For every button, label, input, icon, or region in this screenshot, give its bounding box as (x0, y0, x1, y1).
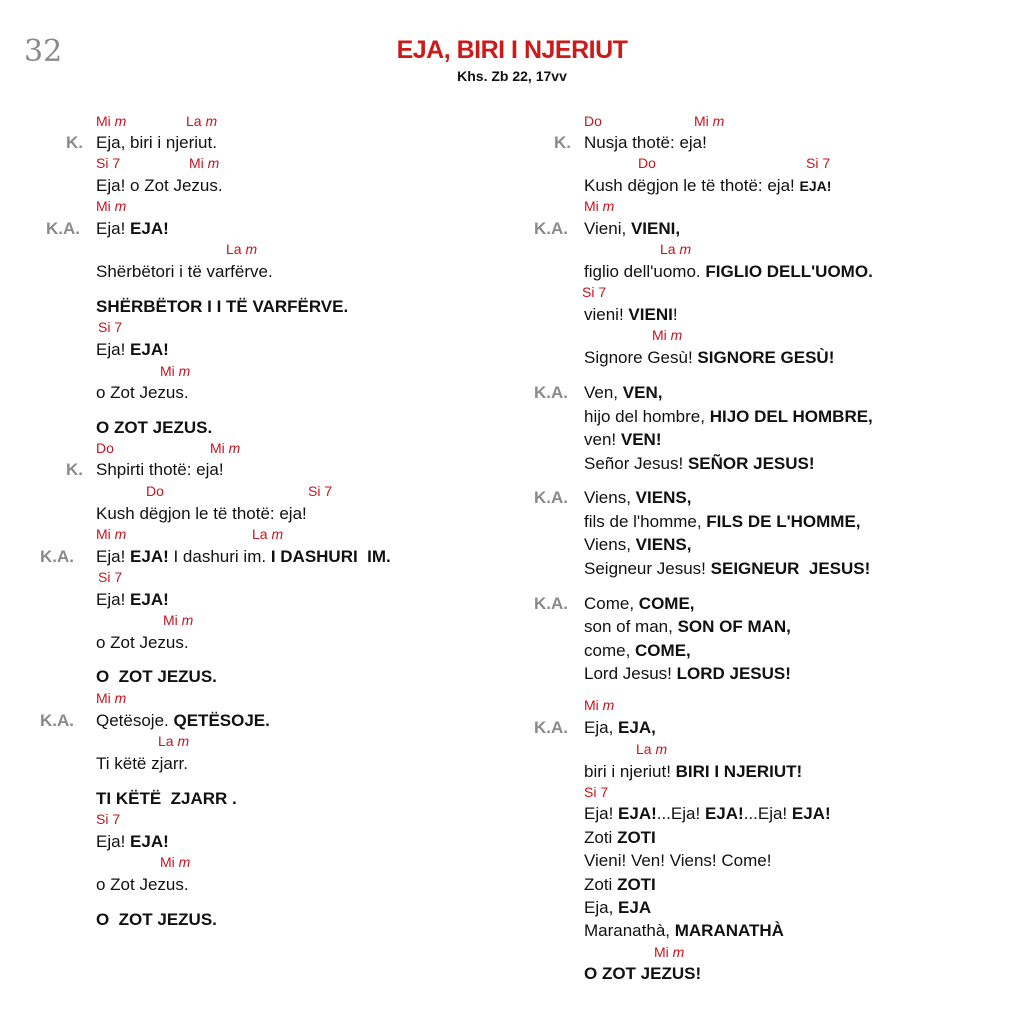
lyric-line: son of man, SON OF MAN, (584, 617, 791, 636)
speaker-label: K.A. (534, 718, 568, 737)
lyric-line: o Zot Jezus. (96, 875, 189, 894)
page-number: 32 (24, 34, 63, 69)
chord-si-7: Si 7 (96, 811, 121, 827)
chord-mi-minor: Mi m (584, 697, 615, 713)
speaker-label: K. (66, 133, 83, 152)
lyric-line: figlio dell'uomo. FIGLIO DELL'UOMO. (584, 262, 873, 281)
lyric-line: Eja! o Zot Jezus. (96, 176, 223, 195)
chord-la-minor: La m (226, 241, 258, 257)
lyric-line: Eja! EJA!...Eja! EJA!...Eja! EJA! (584, 804, 831, 823)
chord-la-minor: La m (186, 113, 218, 129)
lyric-line: Eja! EJA! (96, 590, 169, 609)
chord-la-minor: La m (158, 733, 190, 749)
lyric-line: Signore Gesù! SIGNORE GESÙ! (584, 348, 835, 367)
lyric-line: Eja! EJA! (96, 832, 169, 851)
chord-do: Do (638, 155, 656, 171)
response-line: O ZOT JEZUS. (96, 910, 217, 929)
chord-do: Do (584, 113, 602, 129)
chord-la-minor: La m (636, 741, 668, 757)
lyric-line: Zoti ZOTI (584, 828, 656, 847)
lyric-line: come, COME, (584, 641, 691, 660)
chord-si-7: Si 7 (96, 155, 121, 171)
chord-mi-minor: Mi m (96, 690, 127, 706)
response-line: TI KËTË ZJARR . (96, 789, 237, 808)
chord-si-7: Si 7 (582, 284, 607, 300)
chord-mi-minor: Mi m (652, 327, 683, 343)
lyric-line: Lord Jesus! LORD JESUS! (584, 664, 791, 683)
lyric-line: fils de l'homme, FILS DE L'HOMME, (584, 512, 861, 531)
lyric-line: Shërbëtori i të varfërve. (96, 262, 273, 281)
chord-mi-minor: Mi m (189, 155, 220, 171)
speaker-label: K.A. (534, 594, 568, 613)
lyric-line: Eja! EJA! I dashuri im. I DASHURI IM. (96, 547, 391, 566)
speaker-label: K. (554, 133, 571, 152)
lyric-line: Eja! EJA! (96, 340, 169, 359)
lyric-line: ven! VEN! (584, 430, 662, 449)
lyric-line: Kush dëgjon le të thotë: eja! (96, 504, 307, 523)
response-line: O ZOT JEZUS! (584, 964, 702, 983)
speaker-label: K.A. (534, 383, 568, 402)
chord-mi-minor: Mi m (654, 944, 685, 960)
chord-mi-minor: Mi m (96, 526, 127, 542)
chord-mi-minor: Mi m (584, 198, 615, 214)
chord-la-minor: La m (660, 241, 692, 257)
speaker-label: K. (66, 460, 83, 479)
lyric-line: o Zot Jezus. (96, 633, 189, 652)
lyric-line: Eja! EJA! (96, 219, 169, 238)
response-line: O ZOT JEZUS. (96, 667, 217, 686)
response-line: O ZOT JEZUS. (96, 418, 213, 437)
chord-do: Do (96, 440, 114, 456)
chord-mi-minor: Mi m (163, 612, 194, 628)
lyric-line: Ti këtë zjarr. (96, 754, 188, 773)
song-title: EJA, BIRI I NJERIUT (396, 36, 628, 64)
chord-si-7: Si 7 (308, 483, 333, 499)
lyric-line: Seigneur Jesus! SEIGNEUR JESUS! (584, 559, 871, 578)
chord-si-7: Si 7 (98, 569, 123, 585)
lyric-line: Eja, EJA, (584, 718, 656, 737)
lyric-line: Viens, VIENS, (584, 488, 692, 507)
lyric-line: Ven, VEN, (584, 383, 663, 402)
lyric-line: Come, COME, (584, 594, 695, 613)
response-line: SHËRBËTOR I I TË VARFËRVE. (96, 297, 349, 316)
lyric-line: Zoti ZOTI (584, 875, 656, 894)
chord-do: Do (146, 483, 164, 499)
lyric-line: hijo del hombre, HIJO DEL HOMBRE, (584, 407, 873, 426)
lyric-line: Maranathà, MARANATHÀ (584, 921, 784, 940)
lyric-line: Nusja thotë: eja! (584, 133, 707, 152)
speaker-label: K.A. (40, 711, 74, 730)
lyric-line: Eja, biri i njeriut. (96, 133, 217, 152)
speaker-label: K.A. (534, 219, 568, 238)
chord-la-minor: La m (252, 526, 284, 542)
lyric-line: vieni! VIENI! (584, 305, 678, 324)
lyric-line: Viens, VIENS, (584, 535, 692, 554)
speaker-label: K.A. (534, 488, 568, 507)
lyric-line: o Zot Jezus. (96, 383, 189, 402)
lyric-line: Señor Jesus! SEÑOR JESUS! (584, 454, 815, 473)
chord-si-7: Si 7 (806, 155, 831, 171)
chord-mi-minor: Mi m (96, 113, 127, 129)
chord-mi-minor: Mi m (160, 363, 191, 379)
lyric-line: Vieni, VIENI, (584, 219, 681, 238)
chord-si-7: Si 7 (584, 784, 609, 800)
speaker-label: K.A. (46, 219, 80, 238)
lyric-line: Vieni! Ven! Viens! Come! (584, 851, 772, 870)
lyric-line: Eja, EJA (584, 898, 652, 917)
lyric-line: Kush dëgjon le të thotë: eja! EJA! (584, 176, 832, 195)
chord-si-7: Si 7 (98, 319, 123, 335)
speaker-label: K.A. (40, 547, 74, 566)
lyric-line: Qetësoje. QETËSOJE. (96, 711, 270, 730)
chord-mi-minor: Mi m (210, 440, 241, 456)
chord-mi-minor: Mi m (96, 198, 127, 214)
chord-mi-minor: Mi m (160, 854, 191, 870)
song-reference: Khs. Zb 22, 17vv (457, 68, 567, 84)
lyric-line: Shpirti thotë: eja! (96, 460, 224, 479)
chord-mi-minor: Mi m (694, 113, 725, 129)
lyric-line: biri i njeriut! BIRI I NJERIUT! (584, 762, 803, 781)
